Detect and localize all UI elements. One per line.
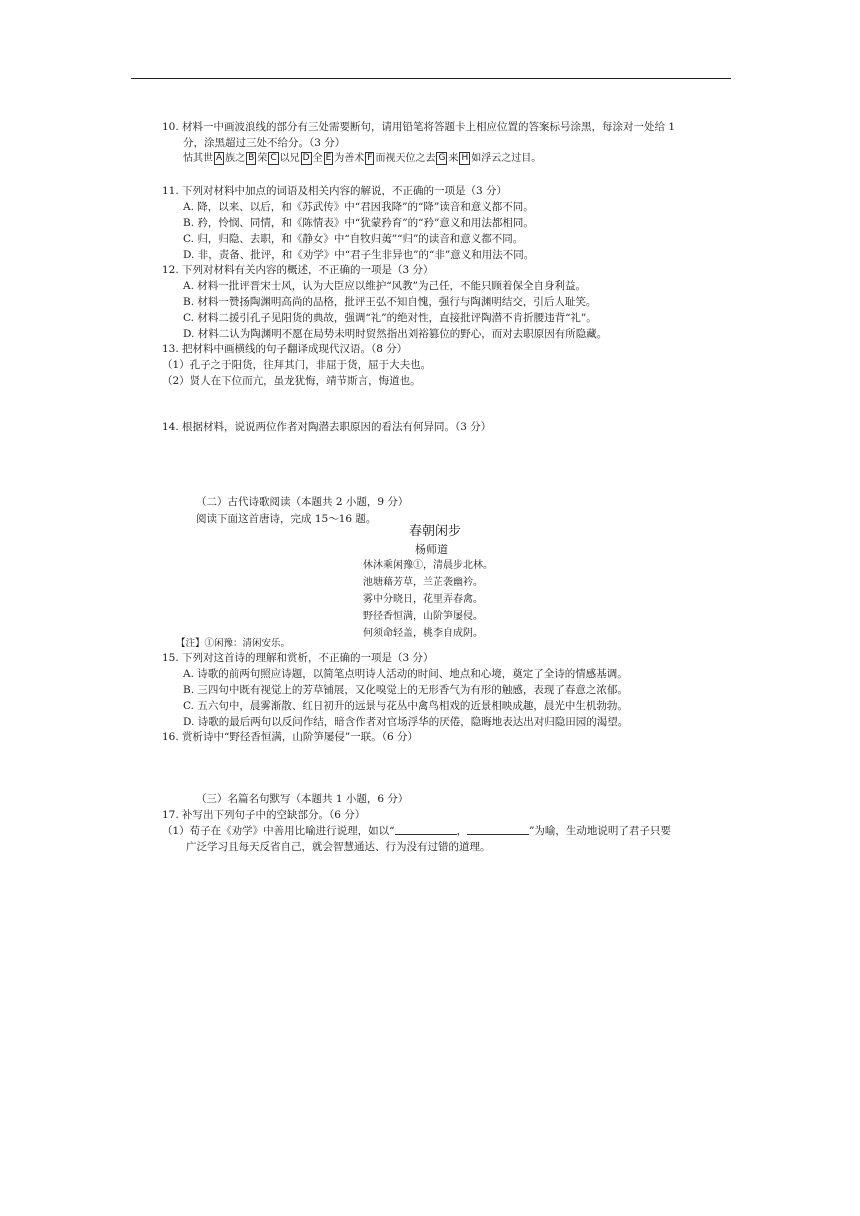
poem-title: 春朝闲步	[409, 524, 462, 539]
q13-sentence-1: （1）孔子之于阳货，往拜其门，非屈于货，屈于大夫也。	[162, 359, 432, 371]
q12-stem: 12. 下列对材料有关内容的概述，不正确的一项是（3 分）	[162, 264, 434, 276]
q10-option-box[interactable]: G	[438, 153, 446, 163]
q12-option-b: B. 材料一赞扬陶渊明高尚的品格，批评王弘不知自愧，强行与陶渊明结交，引后人耻笑。	[183, 296, 597, 308]
q15-stem: 15. 下列对这首诗的理解和赏析，不正确的一项是（3 分）	[162, 652, 434, 664]
section2-intro: 阅读下面这首唐诗，完成 15～16 题。	[196, 513, 377, 525]
q10-option-box[interactable]: B	[248, 153, 255, 163]
q17-blank-1[interactable]	[395, 824, 457, 835]
q10-text: 为善术	[334, 153, 365, 164]
q10-text: 怙其世	[183, 153, 213, 164]
q15-option-c: C. 五六句中，晨雾渐散、红日初升的远景与花丛中禽鸟相戏的近景相映成趣，晨光中生机勃勃。	[183, 700, 628, 712]
q10-stem: 10. 材料一中画波浪线的部分有三处需要断句，请用铅笔将答题卡上相应位置的答案标号涂黑，每涂对一处给 1	[162, 121, 676, 133]
q13-stem: 13. 把材料中画横线的句子翻译成现代汉语。（8 分）	[162, 343, 408, 355]
q10-text: 而视天位之去	[375, 153, 436, 164]
q10-stem-cont: 分，涂黑超过三处不给分。（3 分）	[183, 137, 346, 149]
q11-option-a: A. 降，以来、以后，和《苏武传》中“君因我降”的“降”读音和意义都不同。	[183, 201, 534, 213]
q14-stem: 14. 根据材料，说说两位作者对陶潜去职原因的看法有何异同。（3 分）	[162, 421, 492, 433]
section3-heading: （三）名篇名句默写（本题共 1 小题，6 分）	[196, 793, 409, 805]
q10-text: 荣	[257, 153, 268, 164]
q10-text: 全	[312, 153, 323, 164]
q10-option-box[interactable]: D	[302, 153, 310, 163]
q17-part1-prefix: （1）荀子在《劝学》中善用比喻进行说理，如以“	[162, 825, 395, 837]
q17-part-1	[162, 824, 671, 838]
q12-option-d: D. 材料二认为陶渊明不愿在局势未明时贸然指出刘裕篡位的野心，而对去职原因有所隐藏。	[183, 328, 608, 340]
q17-stem: 17. 补写出下列句子中的空缺部分。（6 分）	[162, 809, 366, 821]
q11-option-b: B. 矜，怜悯、同情，和《陈情表》中“犹蒙矜育”的“矜”意义和用法都相同。	[183, 217, 534, 229]
poem-line: 野径香恒满，山阶笋屡侵。	[363, 611, 483, 622]
q11-stem: 11. 下列对材料中加点的词语及相关内容的解说，不正确的一项是（3 分）	[162, 185, 508, 197]
q15-option-d: D. 诗歌的最后两句以反问作结，暗含作者对官场浮华的厌倦，隐晦地表达出对归隐田园的渴望。	[183, 716, 629, 728]
q10-option-box[interactable]: F	[367, 153, 373, 163]
poem-line: 休沐乘闲豫①，清晨步北林。	[363, 560, 493, 571]
q10-option-box[interactable]: H	[461, 153, 469, 163]
poem-line: 池塘藉芳草，兰芷袭幽衿。	[363, 577, 483, 588]
q17-part1-suffix: ”为喻，生动地说明了君子只要	[529, 825, 671, 837]
poem-author: 杨师道	[415, 543, 448, 556]
q10-option-box[interactable]: E	[325, 153, 332, 163]
q15-option-a: A. 诗歌的前两句照应诗题，以简笔点明诗人活动的时间、地点和心境，奠定了全诗的情感基调。	[183, 668, 628, 680]
q12-option-c: C. 材料二援引孔子见阳货的典故，强调“礼”的绝对性，直接批评陶潜不肯折腰违背“礼”。	[183, 312, 597, 324]
poem-line: 何须命轻盖，桃李自成阴。	[363, 628, 483, 639]
q10-text: 如浮云之过目。	[471, 153, 542, 164]
q10-sentence	[183, 152, 541, 166]
q12-option-a: A. 材料一批评晋宋士风，认为大臣应以维护“风教”为己任，不能只顾着保全自身利益。	[183, 280, 586, 292]
q10-text: 来	[448, 153, 459, 164]
q13-sentence-2: （2）贤人在下位而亢，虽龙犹悔，靖节斯言，悔道也。	[162, 375, 421, 387]
q11-option-d: D. 非，责备、批评，和《劝学》中“君子生非异也”的“非”意义和用法不同。	[183, 249, 535, 261]
q10-option-box[interactable]: A	[216, 153, 223, 163]
poem-line: 雾中分晓日，花里弄春禽。	[363, 594, 483, 605]
section2-heading: （二）古代诗歌阅读（本题共 2 小题，9 分）	[196, 496, 409, 508]
q10-text: 族之	[225, 153, 246, 164]
q17-part-1-cont: 广泛学习且每天反省自己，就会智慧通达、行为没有过错的道理。	[186, 841, 491, 853]
q10-option-box[interactable]: C	[270, 153, 277, 163]
q17-blank-2[interactable]	[467, 824, 529, 835]
poem-note: 【注】①闲豫：清闲安乐。	[176, 638, 291, 649]
q16-stem: 16. 赏析诗中“野径香恒满，山阶笋屡侵”一联。（6 分）	[162, 731, 419, 743]
q15-option-b: B. 三四句中既有视觉上的芳草铺展，又化嗅觉上的无形香气为有形的触感，表现了春意之浓郁。	[183, 684, 628, 696]
q17-part1-separator: ，	[456, 825, 468, 837]
q11-option-c: C. 归，归隐、去职，和《静女》中“自牧归荑”“归”的读音和意义都不同。	[183, 233, 524, 245]
q10-text: 以兄	[279, 153, 300, 164]
